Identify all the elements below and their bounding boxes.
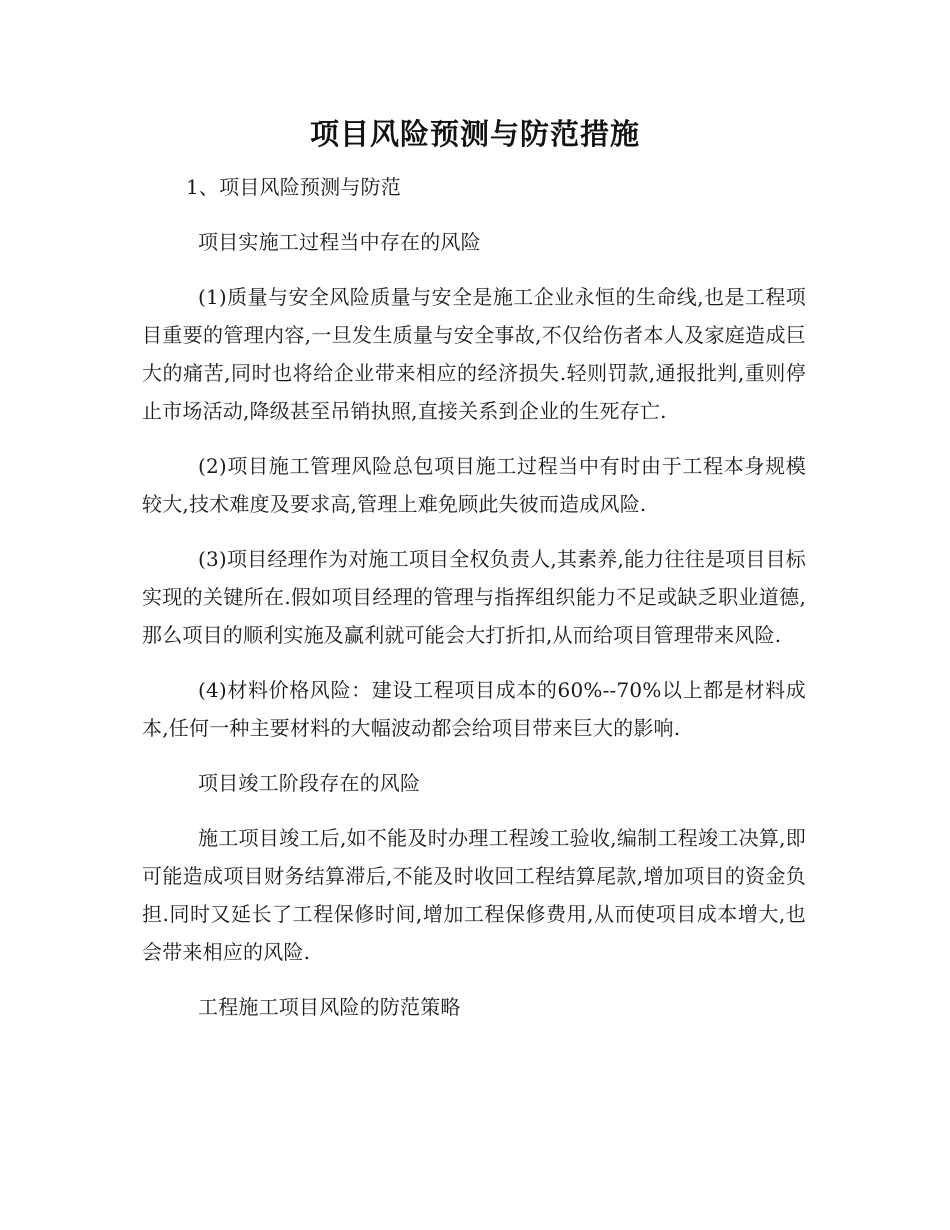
paragraph-material-price-risk: (4)材料价格风险：建设工程项目成本的60%--70%以上都是材料成本,任何一种主要材料的大幅波动都会给项目带来巨大的影响. [142, 678, 806, 740]
document-title: 项目风险预测与防范措施 [309, 117, 640, 151]
subheading-construction-risk: 项目实施工过程当中存在的风险 [198, 230, 481, 254]
document-body [142, 168, 806, 1043]
subheading-prevention-strategy: 工程施工项目风险的防范策略 [198, 995, 461, 1019]
paragraph-management-risk: (2)项目施工管理风险总包项目施工过程当中有时由于工程本身规模较大,技术难度及要求高,管理上难免顾此失彼而造成风险. [142, 454, 806, 516]
paragraph-completion-risk: 施工项目竣工后,如不能及时办理工程竣工验收,编制工程竣工决算,即可能造成项目财务结算滞后,不能及时收回工程结算尾款,增加项目的资金负担.同时又延长了工程保修时间,增加工程保修费用,从而使项目成本增大,也会带来相应的风险. [142, 826, 806, 964]
subheading-completion-risk: 项目竣工阶段存在的风险 [198, 771, 421, 795]
section-heading: 1、项目风险预测与防范 [186, 175, 401, 199]
paragraph-quality-safety-risk: (1)质量与安全风险质量与安全是施工企业永恒的生命线,也是工程项目重要的管理内容,一旦发生质量与安全事故,不仅给伤者本人及家庭造成巨大的痛苦,同时也将给企业带来相应的经济损失.轻则罚款,通报批判,重则停止市场活动,降级甚至吊销执照,直接关系到企业的生死存亡. [142, 285, 806, 423]
paragraph-project-manager-risk: (3)项目经理作为对施工项目全权负责人,其素养,能力往往是项目目标实现的关键所在.假如项目经理的管理与指挥组织能力不足或缺乏职业道德,那么项目的顺利实施及赢利就可能会大打折扣,从而给项目管理带来风险. [142, 547, 806, 647]
